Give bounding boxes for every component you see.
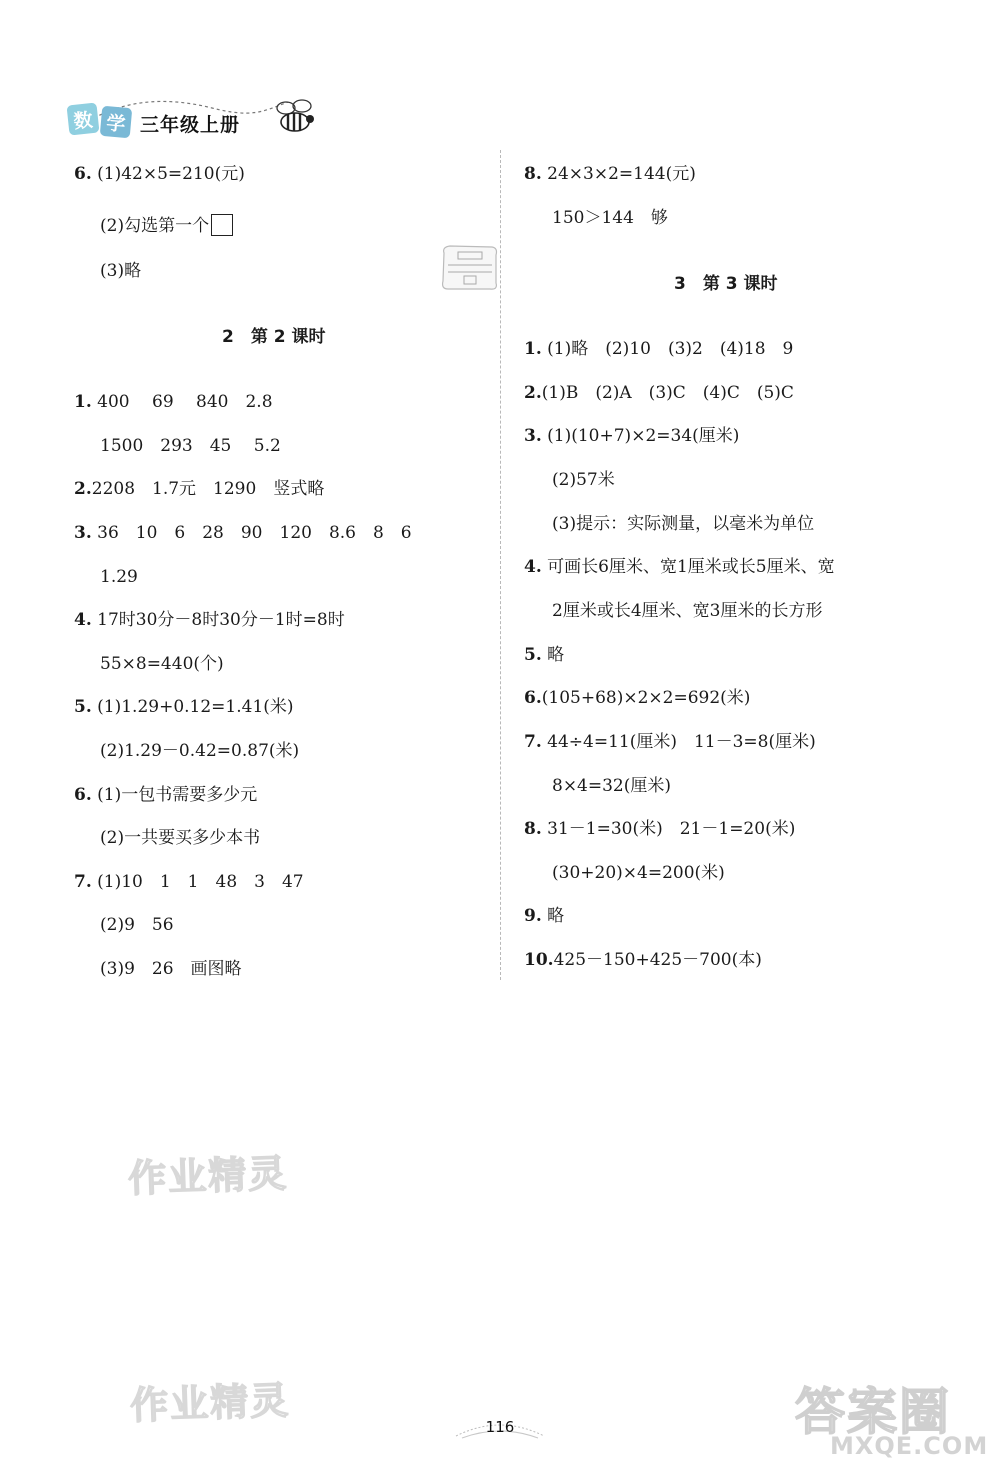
answer-line — [100, 435, 281, 457]
watermark-text: 作业精灵 — [129, 1378, 291, 1428]
answer-line — [552, 600, 822, 622]
answer-line — [552, 775, 671, 797]
answer-text: 55×8=440(个) — [100, 654, 224, 674]
answer-line — [100, 566, 138, 588]
answer-text: 17时30分－8时30分－1时=8时 — [97, 610, 345, 630]
answer-text: (1)(10+7)×2=34(厘米) — [547, 426, 740, 446]
question-number: 6. — [74, 164, 92, 184]
answer-text: (2)勾选第一个 — [100, 216, 210, 236]
answer-text: (2)57米 — [552, 470, 615, 490]
question-number: 5. — [524, 645, 542, 665]
subject-badge — [68, 104, 131, 137]
answer-text: 400 69 840 2.8 — [97, 392, 273, 412]
answer-line — [524, 163, 696, 185]
answer-line — [100, 914, 174, 936]
answer-text: (3)略 — [100, 261, 142, 281]
answer-line — [74, 391, 273, 413]
answer-line — [524, 556, 835, 578]
watermark-site: MXQE.COM — [830, 1432, 989, 1460]
answer-line — [524, 731, 816, 753]
question-number: 3. — [74, 523, 92, 543]
answer-line — [552, 469, 615, 491]
page-number-badge — [452, 1416, 548, 1442]
bee-icon — [272, 98, 320, 138]
question-number: 6. — [74, 785, 92, 805]
answer-text: 44÷4=11(厘米) 11－3=8(厘米) — [547, 732, 816, 752]
answer-text: (30+20)×4=200(米) — [552, 863, 725, 883]
answer-line — [524, 338, 793, 360]
answer-text: (1)10 1 1 48 3 47 — [97, 872, 304, 892]
answer-text: 24×3×2=144(元) — [547, 164, 696, 184]
subject-char-2: 学 — [100, 106, 133, 139]
question-number: 9. — [524, 906, 542, 926]
question-number: 2. — [74, 479, 92, 499]
question-number: 7. — [524, 732, 542, 752]
answer-text: 略 — [547, 645, 565, 665]
answer-line — [100, 653, 224, 675]
answer-line — [552, 513, 814, 535]
answer-text: (3)提示：实际测量，以毫米为单位 — [552, 514, 815, 534]
question-number: 6. — [524, 688, 542, 708]
stamp-icon — [438, 243, 502, 293]
section-title: 2 第 2 课时 — [222, 327, 326, 347]
answer-line — [524, 905, 564, 927]
answer-text: 可画长6厘米、宽1厘米或长5厘米、宽 — [547, 557, 835, 577]
question-number: 5. — [74, 697, 92, 717]
answer-line — [74, 609, 345, 631]
question-number: 1. — [74, 392, 92, 412]
section-title: 3 第 3 课时 — [674, 274, 778, 294]
answer-line — [100, 958, 242, 980]
answer-line — [100, 260, 141, 282]
page-number: 116 — [485, 1418, 515, 1436]
answer-line — [524, 644, 564, 666]
answer-text: 150＞144 够 — [552, 208, 668, 228]
answer-line — [524, 382, 794, 404]
question-number: 4. — [524, 557, 542, 577]
answer-line — [524, 818, 795, 840]
answer-text: (2)一共要买多少本书 — [100, 828, 261, 848]
answer-line — [524, 949, 762, 971]
answer-text: (1)42×5=210(元) — [97, 164, 245, 184]
answer-text: 略 — [547, 906, 565, 926]
question-number: 10. — [524, 950, 554, 970]
answer-line — [74, 784, 257, 806]
answer-text: (1)1.29+0.12=1.41(米) — [97, 697, 294, 717]
answer-text: 2厘米或长4厘米、宽3厘米的长方形 — [552, 601, 823, 621]
answer-line — [552, 207, 668, 229]
answer-text: 8×4=32(厘米) — [552, 776, 672, 796]
answer-line — [100, 214, 233, 236]
question-number: 8. — [524, 819, 542, 839]
answer-text: 1.29 — [100, 567, 138, 587]
answer-text: (2)9 56 — [100, 915, 174, 935]
answer-text: (2)1.29－0.42=0.87(米) — [100, 741, 300, 761]
answer-text: (105+68)×2×2=692(米) — [541, 688, 751, 708]
answer-text: (1)B (2)A (3)C (4)C (5)C — [541, 383, 794, 403]
answer-line — [524, 687, 750, 709]
answer-line — [100, 740, 299, 762]
checkbox-square — [211, 214, 233, 236]
answer-text: (1)略 (2)10 (3)2 (4)18 9 — [547, 339, 794, 359]
question-number: 4. — [74, 610, 92, 630]
answer-line — [74, 522, 412, 544]
answer-text: (3)9 26 画图略 — [100, 959, 242, 979]
question-number: 1. — [524, 339, 542, 359]
answer-text: 31－1=30(米) 21－1=20(米) — [547, 819, 796, 839]
answer-line — [74, 871, 304, 893]
answer-text: (1)一包书需要多少元 — [97, 785, 258, 805]
watermark-logo: 答案圈 — [795, 1383, 951, 1441]
answer-text: 2208 1.7元 1290 竖式略 — [91, 479, 325, 499]
answer-text: 425－150+425－700(本) — [553, 950, 762, 970]
answer-line — [74, 163, 245, 185]
question-number: 8. — [524, 164, 542, 184]
answer-line — [74, 696, 294, 718]
watermark-text: 作业精灵 — [127, 1151, 289, 1201]
answer-line — [552, 862, 725, 884]
grade-title: 三年级上册 — [140, 114, 241, 136]
answer-line — [100, 827, 260, 849]
question-number: 3. — [524, 426, 542, 446]
page-header — [62, 96, 322, 148]
answer-text: 36 10 6 28 90 120 8.6 8 6 — [97, 523, 412, 543]
subject-char-1: 数 — [67, 103, 100, 136]
answer-text: 1500 293 45 5.2 — [100, 436, 281, 456]
question-number: 2. — [524, 383, 542, 403]
answer-line — [74, 478, 324, 500]
question-number: 7. — [74, 872, 92, 892]
answer-line — [524, 425, 739, 447]
